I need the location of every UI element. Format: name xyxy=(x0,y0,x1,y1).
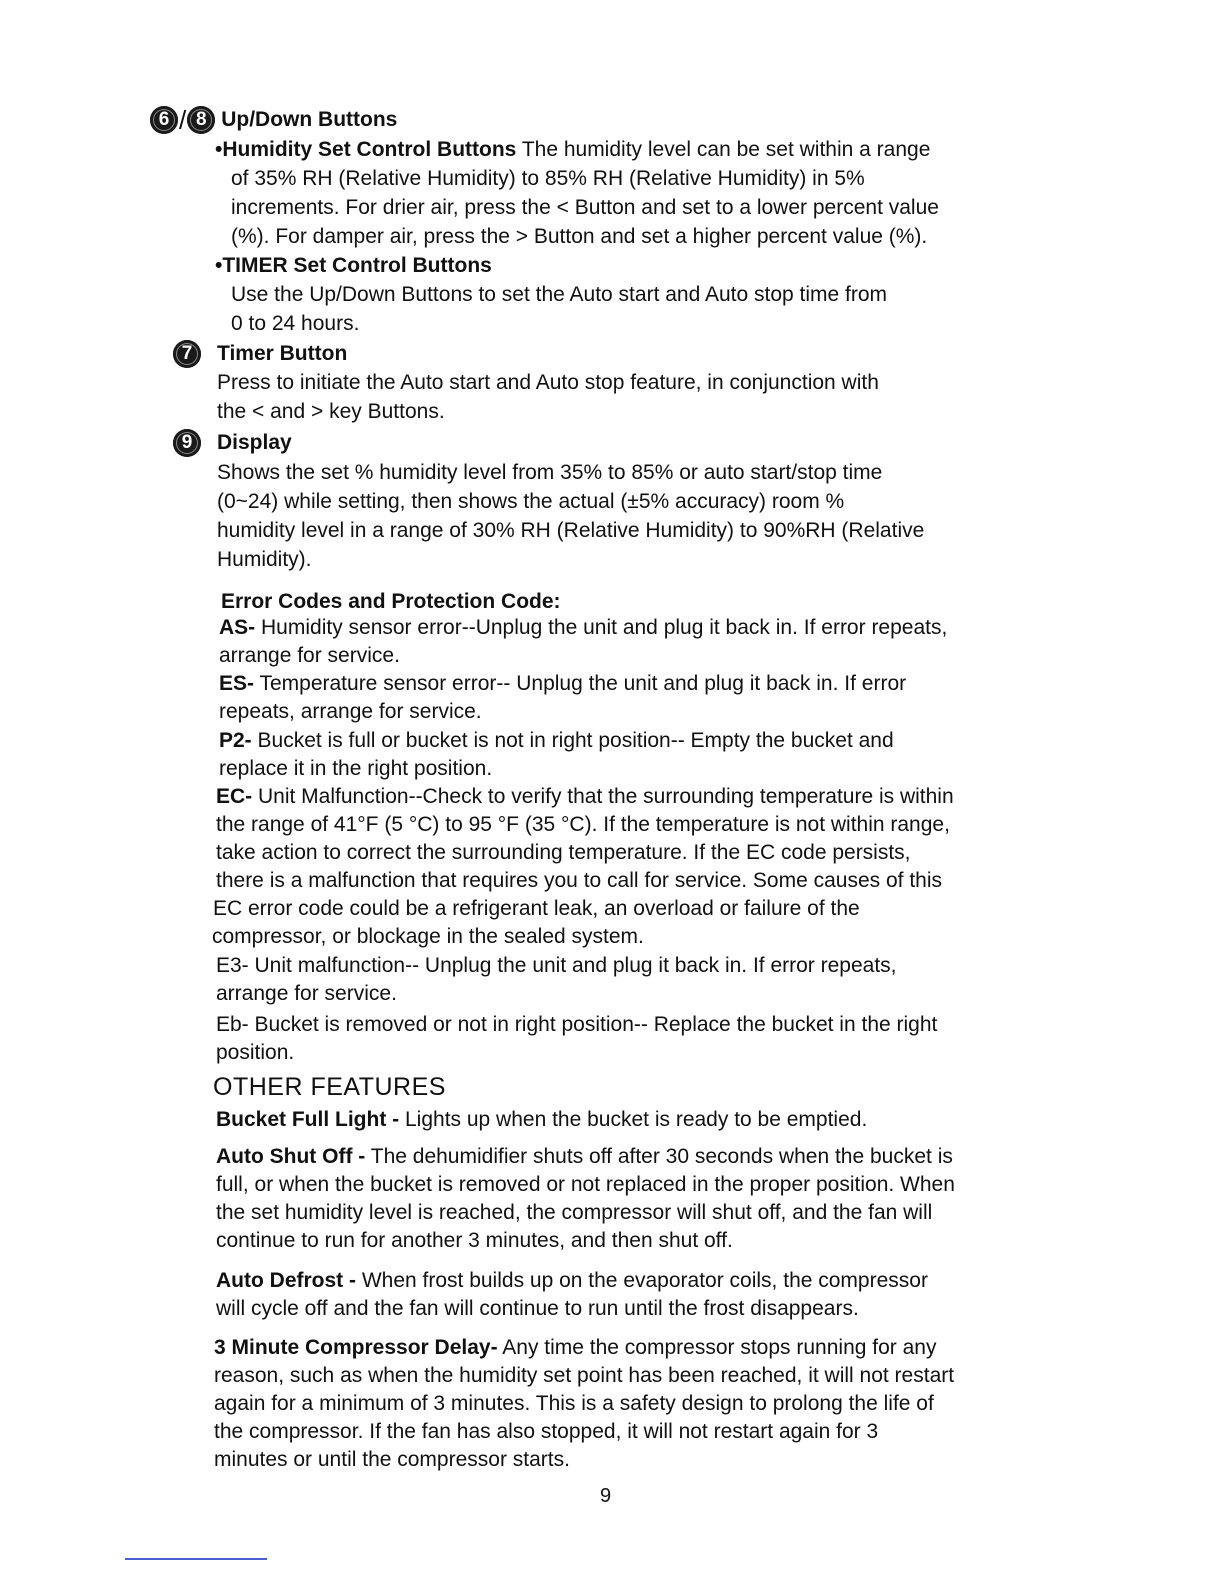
error-line: E3- Unit malfunction-- Unplug the unit and plug it back in. If error repeats, xyxy=(216,954,897,977)
error-line: Unit Malfunction--Check to verify that the surrounding temperature is within xyxy=(252,785,954,808)
error-line: position. xyxy=(216,1041,295,1064)
error-es xyxy=(219,670,906,726)
display-line: Humidity). xyxy=(217,548,312,571)
page-number: 9 xyxy=(600,1485,612,1507)
timer-button-title: Timer Button xyxy=(217,342,348,365)
error-line: arrange for service. xyxy=(216,982,397,1005)
feature-line: reason, such as when the humidity set point has been reached, it will not restart xyxy=(214,1364,955,1387)
error-p2 xyxy=(219,727,894,783)
display-block xyxy=(217,458,924,574)
feature-line: full, or when the bucket is removed or not replaced in the proper position. When xyxy=(216,1173,955,1196)
feature-label: Auto Defrost - xyxy=(216,1269,356,1292)
humidity-line: The humidity level can be set within a range xyxy=(521,138,931,161)
other-features-heading: OTHER FEATURES xyxy=(213,1073,446,1101)
error-eb xyxy=(216,1011,937,1067)
feature-line: Any time the compressor stops running for any xyxy=(497,1336,937,1359)
feature-line: minutes or until the compressor starts. xyxy=(214,1448,570,1471)
up-down-heading xyxy=(150,106,397,134)
timer-button-block xyxy=(217,368,879,426)
humidity-line: increments. For drier air, press the < Button and set to a lower percent value xyxy=(231,196,939,219)
error-code-p2: P2- xyxy=(219,729,252,752)
error-code-as: AS- xyxy=(219,616,256,639)
feature-line: continue to run for another 3 minutes, and then shut off. xyxy=(216,1229,733,1252)
feature-line: the compressor. If the fan has also stopped, it will not restart again for 3 xyxy=(214,1420,879,1443)
number-8-icon: 8 xyxy=(187,106,215,134)
error-line: Bucket is full or bucket is not in right position-- Empty the bucket and xyxy=(251,729,894,752)
humidity-set-block xyxy=(215,135,939,338)
humidity-line: of 35% RH (Relative Humidity) to 85% RH (Relative Humidity) in 5% xyxy=(231,167,865,190)
feature-label: Bucket Full Light - xyxy=(216,1108,400,1131)
error-line: there is a malfunction that requires you to call for service. Some causes of this xyxy=(216,869,943,892)
feature-compressor-delay xyxy=(214,1334,954,1474)
error-line: arrange for service. xyxy=(219,644,400,667)
error-code-ec: EC- xyxy=(216,785,253,808)
number-9-icon: 9 xyxy=(173,429,201,457)
feature-label: Auto Shut Off - xyxy=(216,1145,366,1168)
display-heading xyxy=(173,429,292,457)
feature-line: the set humidity level is reached, the compressor will shut off, and the fan will xyxy=(216,1201,933,1224)
timer-set-label: • TIMER Set Control Buttons xyxy=(215,254,492,277)
timer-button-line: the < and > key Buttons. xyxy=(217,400,445,423)
display-line: (0~24) while setting, then shows the actual (±5% accuracy) room % xyxy=(217,490,845,513)
number-7-icon: 7 xyxy=(173,340,201,368)
error-codes-heading: Error Codes and Protection Code: xyxy=(221,590,561,613)
error-line: replace it in the right position. xyxy=(219,757,493,780)
feature-auto-defrost xyxy=(216,1267,928,1323)
error-line: Humidity sensor error--Unplug the unit and plug it back in. If error repeats, xyxy=(255,616,948,639)
number-6-icon: 6 xyxy=(150,106,178,134)
footer-divider xyxy=(125,1558,267,1560)
up-down-title: Up/Down Buttons xyxy=(221,108,398,131)
humidity-line: (%). For damper air, press the > Button and set a higher percent value (%). xyxy=(231,225,928,248)
error-as xyxy=(219,614,947,670)
display-title: Display xyxy=(217,431,292,454)
timer-set-line: 0 to 24 hours. xyxy=(231,312,360,335)
error-line: Temperature sensor error-- Unplug the unit and plug it back in. If error xyxy=(254,672,907,695)
error-line: EC error code could be a refrigerant leak, an overload or failure of the xyxy=(213,897,860,920)
feature-bucket-full xyxy=(216,1106,867,1134)
error-ec xyxy=(212,783,954,951)
timer-button-line: Press to initiate the Auto start and Auto stop feature, in conjunction with xyxy=(217,371,879,394)
feature-line: When frost builds up on the evaporator coils, the compressor xyxy=(356,1269,928,1292)
error-line: repeats, arrange for service. xyxy=(219,700,482,723)
feature-line: Lights up when the bucket is ready to be emptied. xyxy=(399,1108,868,1131)
feature-line: will cycle off and the fan will continue to run until the frost disappears. xyxy=(216,1297,859,1320)
feature-label: 3 Minute Compressor Delay- xyxy=(214,1336,498,1359)
humidity-set-label: • Humidity Set Control Buttons xyxy=(215,138,516,161)
error-line: compressor, or blockage in the sealed system. xyxy=(212,925,644,948)
error-e3 xyxy=(216,952,897,1008)
display-line: Shows the set % humidity level from 35% to 85% or auto start/stop time xyxy=(217,461,883,484)
badge-separator: / xyxy=(179,105,187,135)
feature-line: again for a minimum of 3 minutes. This is a safety design to prolong the life of xyxy=(214,1392,934,1415)
timer-button-heading xyxy=(173,340,347,368)
error-line: Eb- Bucket is removed or not in right position-- Replace the bucket in the right xyxy=(216,1013,938,1036)
error-line: take action to correct the surrounding temperature. If the EC code persists, xyxy=(216,841,911,864)
error-line: the range of 41°F (5 °C) to 95 °F (35 °C). If the temperature is not within range, xyxy=(216,813,950,836)
feature-line: The dehumidifier shuts off after 30 seconds when the bucket is xyxy=(365,1145,953,1168)
feature-auto-shut-off xyxy=(216,1143,955,1255)
display-line: humidity level in a range of 30% RH (Relative Humidity) to 90%RH (Relative xyxy=(217,519,925,542)
error-code-es: ES- xyxy=(219,672,255,695)
timer-set-line: Use the Up/Down Buttons to set the Auto start and Auto stop time from xyxy=(231,283,888,306)
